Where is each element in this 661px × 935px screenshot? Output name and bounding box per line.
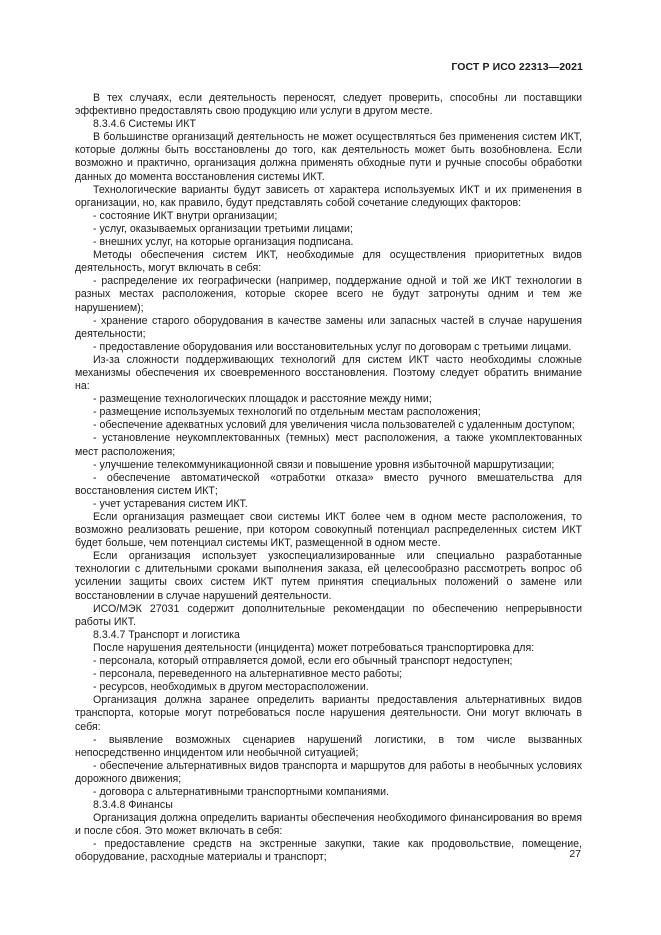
section-heading: 8.3.4.6 Системы ИКТ (93, 118, 196, 131)
paragraph: В тех случаях, если деятельность переносят, следует проверить, способны ли поставщики эффективно предоставлять свою продукцию или услуги в другом месте. (75, 92, 582, 118)
paragraph: ИСО/МЭК 27031 содержит дополнительные рекомендации по обеспечению непрерывности работы ИКТ. (75, 602, 582, 628)
list-item: - размещение технологических площадок и расстояние между ними; (93, 393, 432, 406)
list-item: - договора с альтернативными транспортными компаниями. (93, 785, 389, 798)
list-item: - установление неукомплектованных (темных) мест расположения, а также укомплектованных мест расположения; (75, 432, 582, 458)
list-item: - обеспечение автоматической «отработки отказа» вместо ручного вмешательства для восстановления систем ИКТ; (75, 471, 582, 497)
list-item: - выявление возможных сценариев нарушений логистики, в том числе вызванных непосредственно инцидентом или необычной ситуацией; (75, 733, 582, 759)
section-heading: 8.3.4.7 Транспорт и логистика (93, 628, 240, 641)
paragraph: После нарушения деятельности (инцидента) может потребоваться транспортировка для: (93, 641, 535, 654)
list-item: - учет устаревания систем ИКТ. (93, 497, 248, 510)
list-item: - хранение старого оборудования в качестве замены или запасных частей в случае нарушения деятельности; (75, 314, 582, 340)
list-item: - размещение используемых технологий по отдельным местам расположения; (93, 406, 481, 419)
list-item: - предоставление средств на экстренные закупки, такие как продовольствие, помещение, оборудование, расходные материалы и транспорт; (75, 838, 582, 864)
paragraph: Если организация размещает свои системы ИКТ более чем в одном месте расположения, то возможно реализовать решение, при котором совокупный потенциал распределенных систем ИКТ будет больше, чем потенциал системы ИКТ, размещенной в одном месте. (75, 511, 582, 550)
paragraph: Если организация использует узкоспециализированные или специально разработанные технологии с длительными сроками выполнения заказа, ей целесообразно рассмотреть вопрос об усилении защиты своих систем ИКТ путем принятия специальных положений о замене или восстановлении в случае нарушений деятельности. (75, 550, 582, 602)
list-item: - персонала, который отправляется домой, если его обычный транспорт недоступен; (93, 655, 513, 668)
list-item: - внешних услуг, на которые организация подписана. (93, 236, 354, 249)
list-item: - обеспечение адекватных условий для увеличения числа пользователей с удаленным доступом; (93, 419, 575, 432)
list-item: - предоставление оборудования или восстановительных услуг по договорам с третьими лицами. (93, 340, 572, 353)
page-number: 27 (569, 848, 581, 860)
list-item: - улучшение телекоммуникационной связи и повышение уровня избыточной маршрутизации; (93, 458, 555, 471)
paragraph: Организация должна определить варианты обеспечения необходимого финансирования во время и после сбоя. Это может включать в себя: (75, 812, 582, 838)
paragraph: В большинстве организаций деятельность не может осуществляться без применения систем ИКТ, которые должны быть восстановлены до того, как деятельность может быть возобновлена. Если возможно и практично, организация должна применять обходные пути и ручные способы обработки данных до момента восстановления системы ИКТ. (75, 131, 582, 183)
paragraph: Методы обеспечения систем ИКТ, необходимые для осуществления приоритетных видов деятельность, могут включать в себя: (75, 249, 582, 275)
list-item: - ресурсов, необходимых в другом месторасположении. (93, 681, 369, 694)
document-body (75, 92, 582, 865)
list-item: - распределение их географически (например, поддержание одной и той же ИКТ технологии в разных местах расположения, которые скорее всего не будут затронуты одним и тем же нарушением); (75, 275, 582, 314)
list-item: - персонала, переведенного на альтернативное место работы; (93, 668, 403, 681)
section-heading: 8.3.4.8 Финансы (93, 799, 173, 812)
list-item: - состояние ИКТ внутри организации; (93, 209, 278, 222)
list-item: - услуг, оказываемых организации третьими лицами; (93, 222, 353, 235)
paragraph: Технологические варианты будут зависеть от характера используемых ИКТ и их применения в организации, но, как правило, будут представлять собой сочетание следующих факторов: (75, 183, 582, 209)
paragraph: Из-за сложности поддерживающих технологий для систем ИКТ часто необходимы сложные механизмы обеспечения их своевременного восстановления. Поэтому следует обратить внимание на: (75, 353, 582, 393)
list-item: - обеспечение альтернативных видов транспорта и маршрутов для работы в необычных условиях дорожного движения; (75, 759, 582, 785)
document-header: ГОСТ Р ИСО 22313—2021 (451, 61, 583, 73)
paragraph: Организация должна заранее определить варианты предоставления альтернативных видов транспорта, которые могут потребоваться после нарушения деятельности. Они могут включать в себя: (75, 694, 582, 733)
